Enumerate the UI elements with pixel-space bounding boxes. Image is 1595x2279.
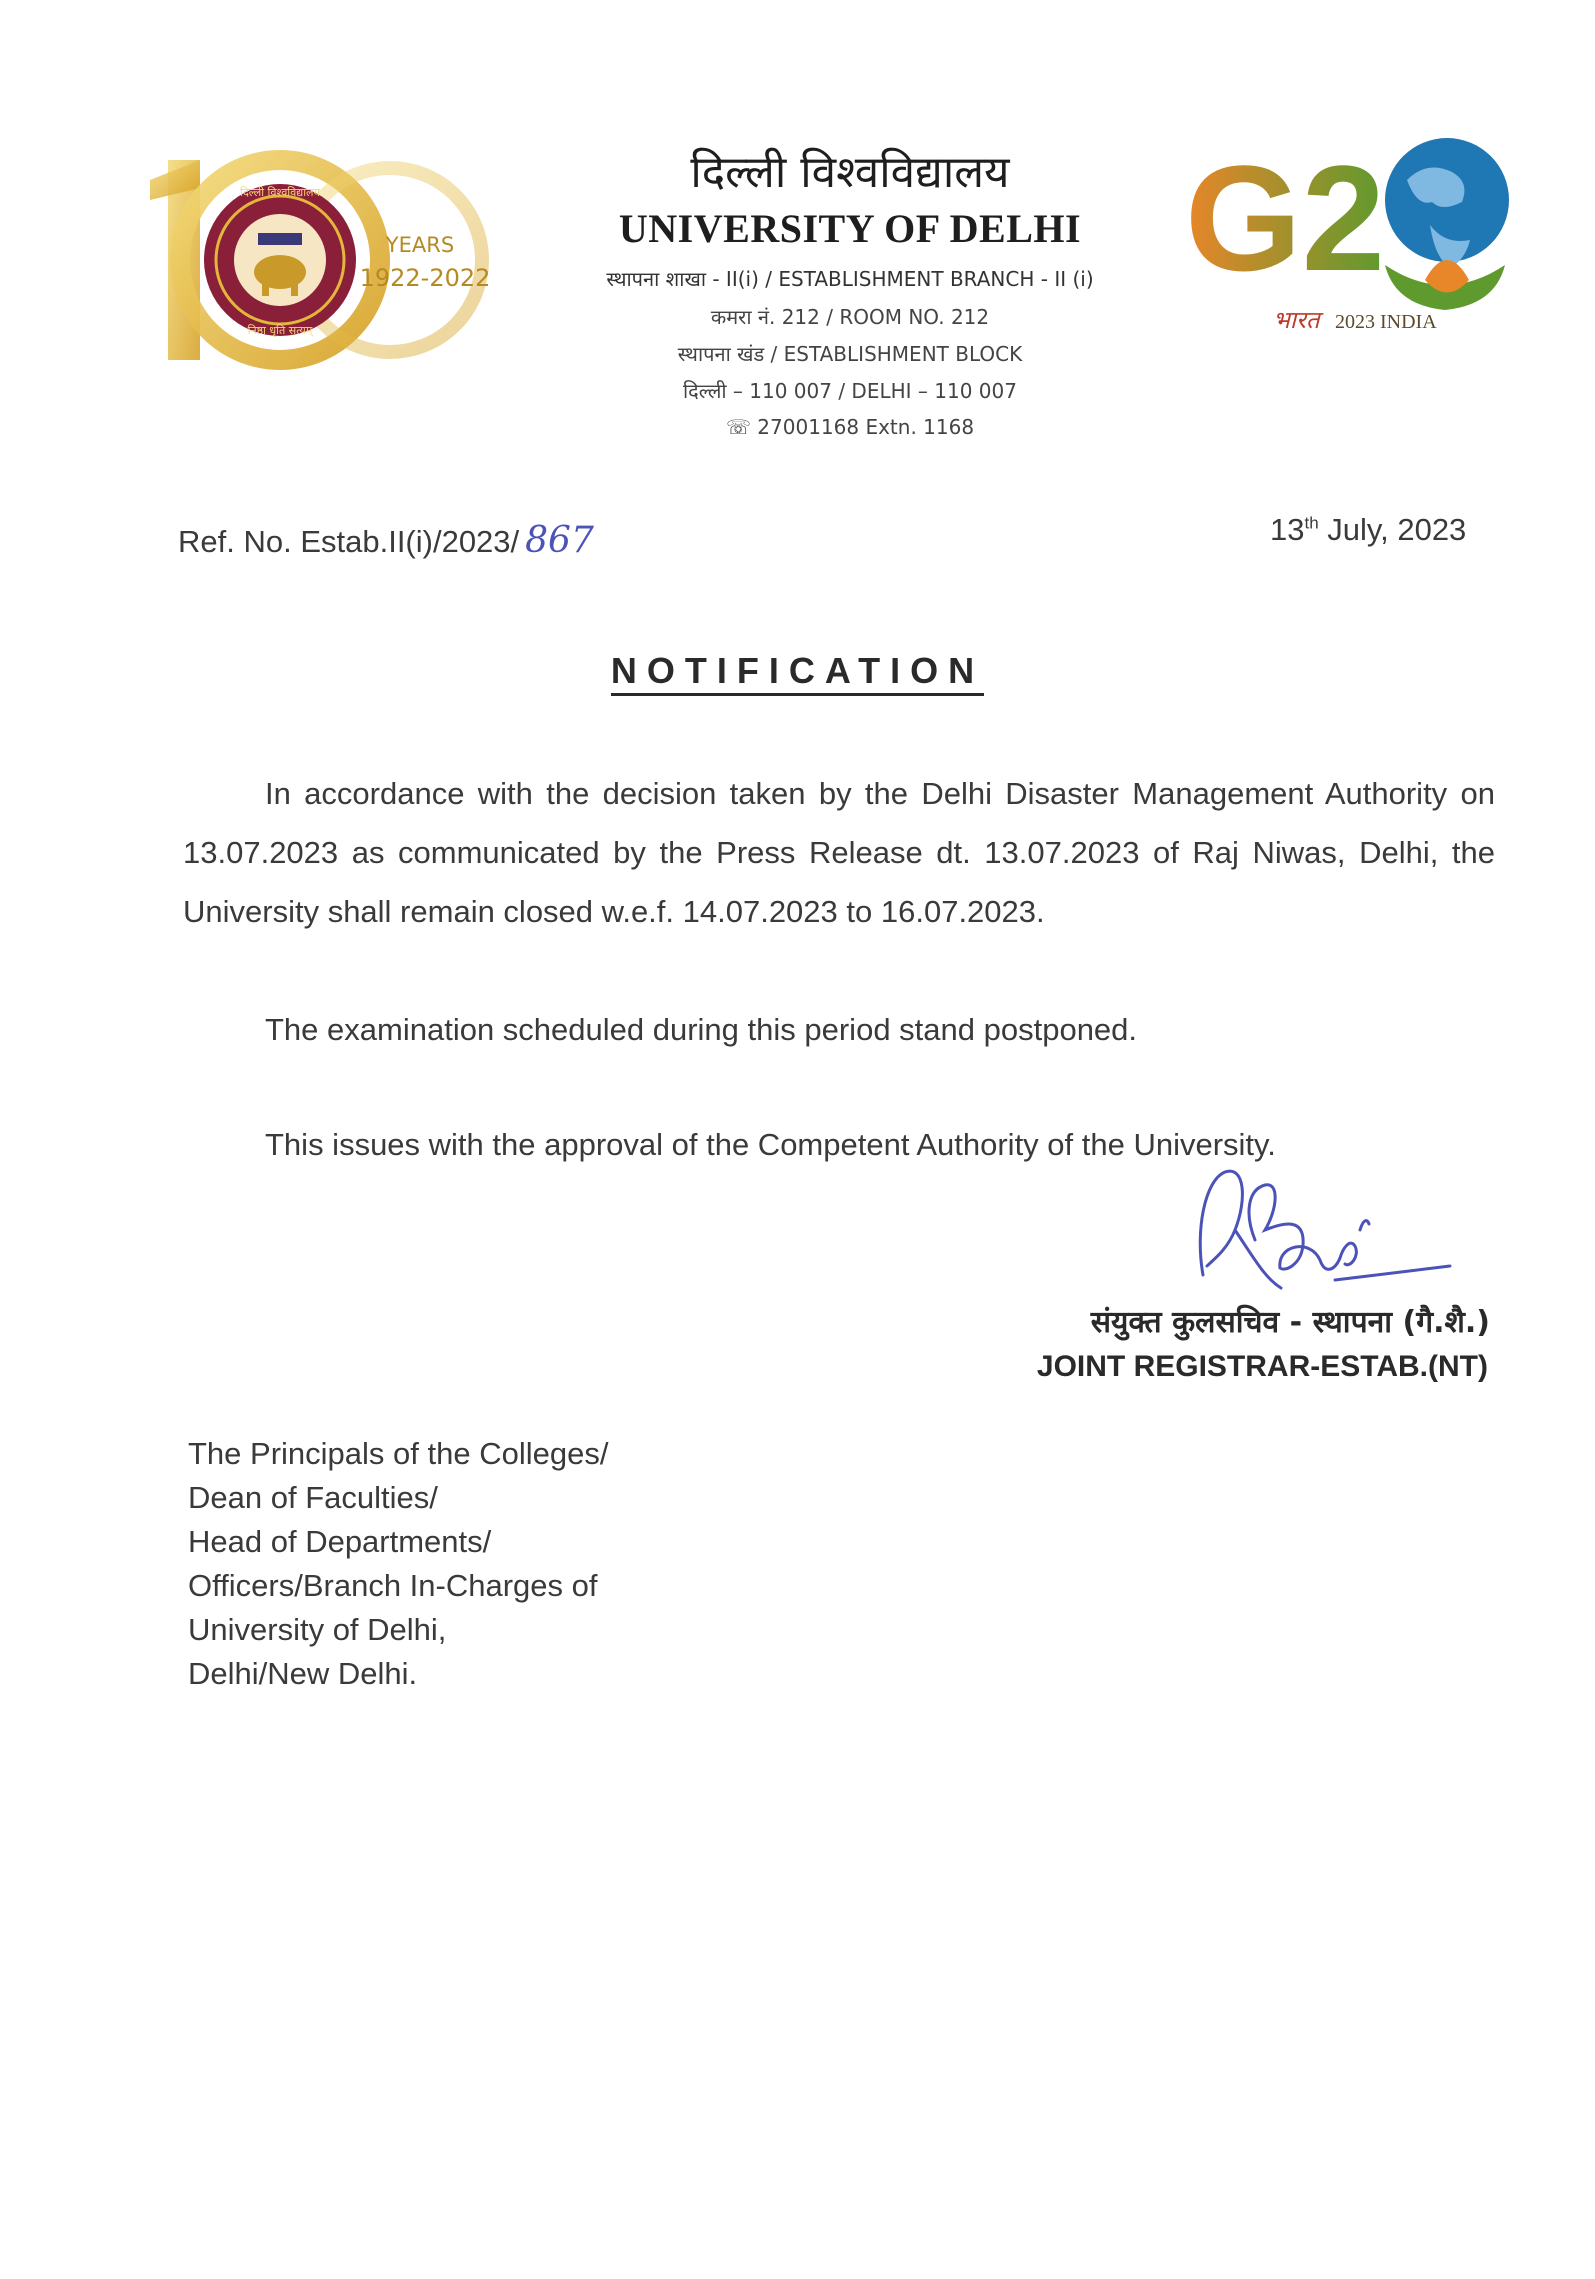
date-rest: July, 2023	[1318, 512, 1467, 547]
address-block: स्थापना खंड / ESTABLISHMENT BLOCK	[677, 342, 1023, 366]
distribution-list	[188, 1432, 608, 1696]
notification-title: NOTIFICATION	[611, 650, 984, 696]
address-phone: ☏ 27001168 Extn. 1168	[725, 415, 975, 439]
university-title-hindi: दिल्ली विश्वविद्यालय	[690, 147, 1010, 198]
centenary-logo	[150, 140, 500, 380]
g20-tagline-hindi: भारत	[1273, 306, 1320, 334]
issue-date	[1270, 512, 1466, 548]
distribution-item: Head of Departments/	[188, 1524, 492, 1559]
handwritten-signature	[1185, 1160, 1465, 1310]
signatory-designation: JOINT REGISTRAR-ESTAB.(NT)	[1036, 1350, 1488, 1383]
seal-top-text: दिल्ली विश्वविद्यालय	[240, 186, 320, 199]
years-label: YEARS	[385, 233, 455, 257]
g20-logo	[1185, 130, 1535, 340]
address-branch: स्थापना शाखा - II(i) / ESTABLISHMENT BRANCH - II (i)	[606, 267, 1094, 291]
years-range: 1922-2022	[359, 264, 491, 292]
reference-number	[178, 520, 594, 561]
university-title: UNIVERSITY OF DELHI	[618, 206, 1082, 251]
distribution-item: Officers/Branch In-Charges of	[188, 1568, 598, 1603]
body-paragraph-closure: In accordance with the decision taken by the Delhi Disaster Management Authority on 13.07.2023 as communicated by the Press Release dt. 13.07.2023 of Raj Niwas, Delhi, the University shall remain closed w.e.f. 14.07.2023 to 16.07.2023.	[183, 776, 1495, 929]
distribution-item: Delhi/New Delhi.	[188, 1656, 418, 1691]
signatory-designation-hindi: संयुक्त कुलसचिव - स्थापना (गै.शै.)	[1090, 1305, 1490, 1340]
seal-bottom-text: निष्ठा धृति सत्यम्	[247, 324, 313, 337]
reference-prefix: Ref. No. Estab.II(i)/2023/	[178, 524, 520, 559]
date-day: 13	[1270, 512, 1305, 547]
distribution-item: Dean of Faculties/	[188, 1480, 438, 1515]
reference-handwritten-number: 867	[525, 520, 594, 561]
address-city: दिल्ली – 110 007 / DELHI – 110 007	[683, 379, 1017, 403]
distribution-item: The Principals of the Colleges/	[188, 1436, 609, 1471]
g20-mark-text: G2	[1185, 134, 1386, 302]
body-paragraph-exams: The examination scheduled during this period stand postponed.	[265, 1012, 1138, 1047]
date-suffix: th	[1304, 513, 1319, 533]
address-room: कमरा नं. 212 / ROOM NO. 212	[710, 305, 990, 329]
notification-heading	[0, 650, 1595, 692]
distribution-item: University of Delhi,	[188, 1612, 447, 1647]
g20-tagline: 2023 INDIA	[1335, 311, 1437, 333]
body-paragraph-approval: This issues with the approval of the Competent Authority of the University.	[265, 1127, 1276, 1162]
